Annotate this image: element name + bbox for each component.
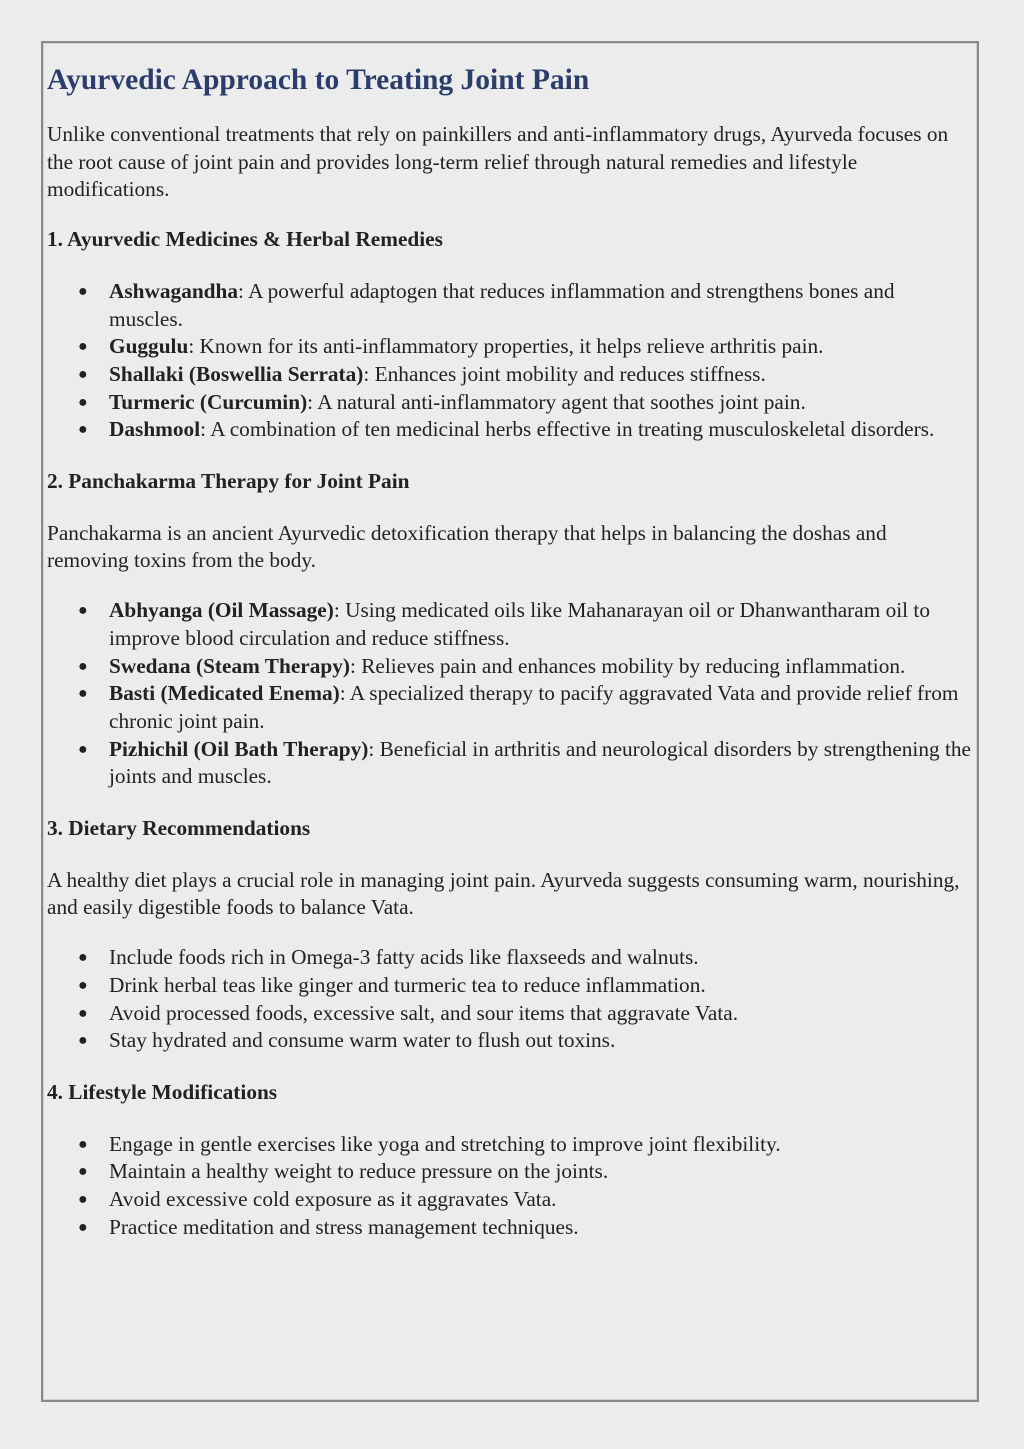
list-item-text: Avoid processed foods, excessive salt, and sour items that aggravate Vata. xyxy=(109,1000,739,1025)
list-item xyxy=(78,1027,972,1055)
document-body xyxy=(47,60,972,1266)
list-item xyxy=(78,278,972,333)
bullet-icon: ● xyxy=(78,740,88,758)
list-item-term: Ashwagandha xyxy=(109,278,239,303)
medicines-list xyxy=(47,278,972,444)
bullet-icon: ● xyxy=(78,365,88,383)
list-item xyxy=(78,333,972,361)
list-item-text: : Relieves pain and enhances mobility by reducing inflammation. xyxy=(349,653,906,678)
list-item-term: Shallaki (Boswellia Serrata) xyxy=(109,361,364,386)
list-item xyxy=(78,597,972,652)
bullet-icon: ● xyxy=(78,976,88,994)
diet-paragraph: A healthy diet plays a crucial role in managing joint pain. Ayurveda suggests consuming warm, nourishing, and easily digestible foods to balance Vata. xyxy=(47,867,960,920)
list-item xyxy=(78,1186,972,1214)
list-item-term: Abhyanga (Oil Massage) xyxy=(109,598,334,623)
list-item-term: Basti (Medicated Enema) xyxy=(109,681,340,706)
panchakarma-list xyxy=(47,597,972,791)
bullet-icon: ● xyxy=(78,657,88,675)
bullet-icon: ● xyxy=(78,1191,88,1209)
list-item-term: Guggulu xyxy=(109,334,189,359)
list-item-text: : Known for its anti-inflammatory properties, it helps relieve arthritis pain. xyxy=(188,334,824,359)
list-item xyxy=(78,1000,972,1028)
list-item xyxy=(78,361,972,389)
list-item xyxy=(78,416,972,444)
list-item-text: : A combination of ten medicinal herbs effective in treating musculoskeletal disorders. xyxy=(200,417,935,442)
list-item xyxy=(78,972,972,1000)
bullet-icon: ● xyxy=(78,421,88,439)
list-item-text: Drink herbal teas like ginger and turmeric tea to reduce inflammation. xyxy=(109,972,706,997)
list-item-text: : Beneficial in arthritis and neurological disorders by strengthening the joints and muscles. xyxy=(109,736,971,789)
list-item-text: Engage in gentle exercises like yoga and stretching to improve joint flexibility. xyxy=(109,1131,781,1156)
list-item-text: Avoid excessive cold exposure as it aggravates Vata. xyxy=(109,1187,557,1212)
section-heading-medicines: 1. Ayurvedic Medicines & Herbal Remedies xyxy=(47,227,443,252)
section-heading-panchakarma: 2. Panchakarma Therapy for Joint Pain xyxy=(47,469,410,494)
list-item-text: Include foods rich in Omega-3 fatty acids like flaxseeds and walnuts. xyxy=(109,945,699,970)
list-item-text: : A natural anti-inflammatory agent that soothes joint pain. xyxy=(307,389,806,414)
list-item-text: : A specialized therapy to pacify aggravated Vata and provide relief from chronic joint pain. xyxy=(109,681,959,733)
list-item xyxy=(78,680,972,735)
bullet-icon: ● xyxy=(78,949,88,967)
list-item-term: Swedana (Steam Therapy) xyxy=(109,653,350,678)
bullet-icon: ● xyxy=(78,685,88,703)
list-item-text: Maintain a healthy weight to reduce pressure on the joints. xyxy=(109,1159,609,1184)
section-heading-lifestyle: 4. Lifestyle Modifications xyxy=(47,1079,278,1104)
list-item-text: Practice meditation and stress management techniques. xyxy=(109,1214,579,1239)
bullet-icon: ● xyxy=(78,1163,88,1181)
bullet-icon: ● xyxy=(78,1135,88,1153)
list-item-term: Pizhichil (Oil Bath Therapy) xyxy=(109,736,369,761)
list-item-text: : A powerful adaptogen that reduces inflammation and strengthens bones and muscles. xyxy=(109,278,895,331)
bullet-icon: ● xyxy=(78,338,88,356)
list-item-term: Dashmool xyxy=(109,417,201,442)
bullet-icon: ● xyxy=(78,1004,88,1022)
list-item-text: : Using medicated oils like Mahanarayan oil or Dhanwantharam oil to improve blood circulation and reduce stiffness. xyxy=(109,598,930,650)
lifestyle-list xyxy=(47,1131,972,1242)
list-item xyxy=(78,736,972,791)
bullet-icon: ● xyxy=(78,393,88,411)
diet-list xyxy=(47,944,972,1055)
intro-paragraph: Unlike conventional treatments that rely on painkillers and anti-inflammatory drugs, Ayurveda focuses on the root cause of joint pain and provides long-term relief through natural remedies and lifestyle modifications. xyxy=(47,122,949,202)
list-item xyxy=(78,1214,972,1242)
list-item xyxy=(78,653,972,681)
bullet-icon: ● xyxy=(78,282,88,300)
bullet-icon: ● xyxy=(78,602,88,620)
bullet-icon: ● xyxy=(78,1218,88,1236)
list-item-term: Turmeric (Curcumin) xyxy=(109,389,308,414)
list-item-text: Stay hydrated and consume warm water to flush out toxins. xyxy=(109,1028,616,1053)
list-item xyxy=(78,1158,972,1186)
bullet-icon: ● xyxy=(78,1032,88,1050)
page-title: Ayurvedic Approach to Treating Joint Pain xyxy=(47,64,590,96)
list-item xyxy=(78,389,972,417)
list-item xyxy=(78,944,972,972)
panchakarma-paragraph: Panchakarma is an ancient Ayurvedic detoxification therapy that helps in balancing the doshas and removing toxins from the body. xyxy=(47,520,887,573)
list-item-text: : Enhances joint mobility and reduces stiffness. xyxy=(363,361,766,386)
list-item xyxy=(78,1131,972,1159)
section-heading-diet: 3. Dietary Recommendations xyxy=(47,816,311,841)
